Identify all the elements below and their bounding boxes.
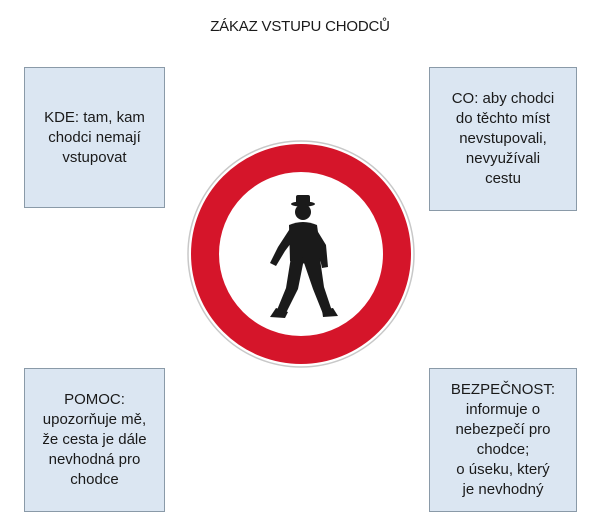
pomoc-box — [24, 368, 165, 512]
diagram-title: ZÁKAZ VSTUPU CHODCŮ — [210, 18, 390, 35]
co-box — [429, 67, 577, 211]
bezpecnost-text: BEZPEČNOST: informuje o nebezpečí pro chodce; o úseku, který je nevhodný — [450, 381, 556, 498]
pedestrian-prohibited-sign-icon — [186, 139, 416, 369]
pomoc-text: POMOC: upozorňuje mě, že cesta je dále nevhodná pro chodce — [42, 391, 147, 488]
bezpecnost-box — [429, 368, 577, 512]
kde-text: KDE: tam, kam chodci nemají vstupovat — [44, 108, 145, 166]
kde-box — [24, 67, 165, 208]
co-text: CO: aby chodci do těchto míst nevstupovali, nevyužívali cestu — [451, 90, 555, 187]
